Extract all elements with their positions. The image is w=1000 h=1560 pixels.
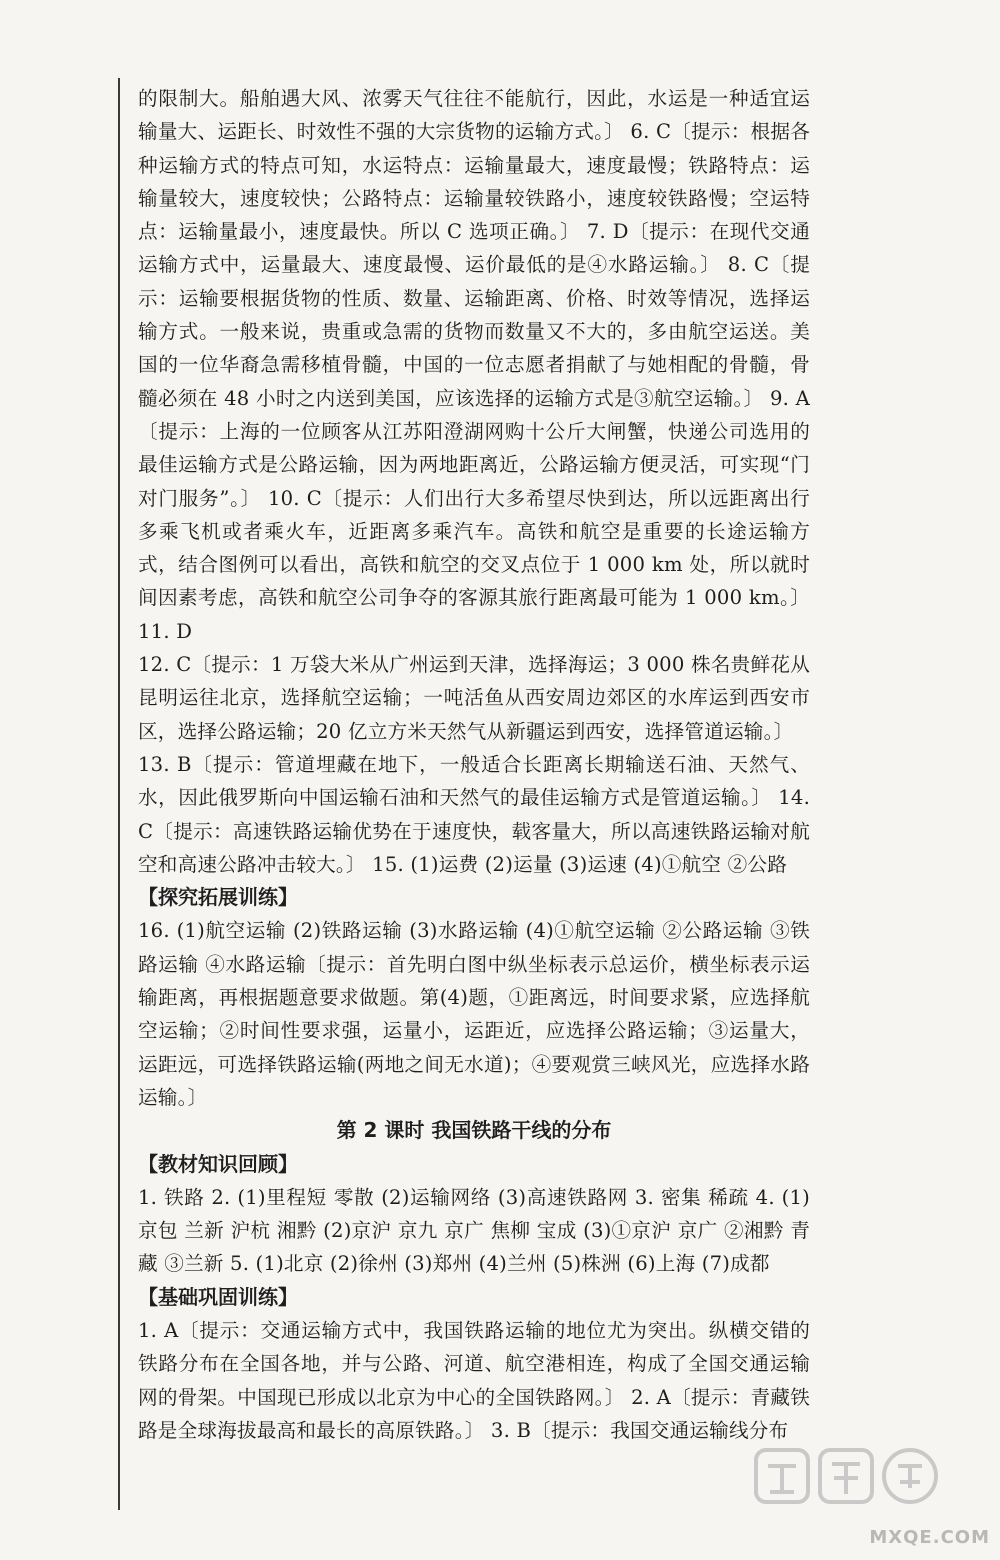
answer-text-body — [138, 82, 810, 1447]
section-heading-basic-training: 【基础巩固训练】 — [138, 1284, 298, 1309]
paragraph-answer-12: 12. C〔提示：1 万袋大米从广州运到天津，选择海运；3 000 株名贵鲜花从昆明运往北京，选择航空运输；一吨活鱼从西安周边郊区的水库运到西安市区，选择公路运输；20 亿立方米天然气从新疆运到西安，选择管道运输。〕 — [138, 653, 810, 743]
watermark-text: MXQE.COM — [869, 1527, 990, 1548]
paragraph-answers-6-11: 的限制大。船舶遇大风、浓雾天气往往不能航行，因此，水运是一种适宜运输量大、运距长、时效性不强的大宗货物的运输方式。〕 6. C〔提示：根据各种运输方式的特点可知，水运特点：运输量最大，速度最慢；铁路特点：运输量较大，速度较快；公路特点：运输量较铁路小，速度较铁路慢；空运特点：运输量最小，速度最快。所以 C 选项正确。〕 7. D〔提示：在现代交通运输方式中，运量最大、速度最慢、运价最低的是④水路运输。〕 8. C〔提示：运输要根据货物的性质、数量、运输距离、价格、时效等情况，选择运输方式。一般来说，贵重或急需的货物而数量又不大的，多由航空运送。美国的一位华裔急需移植骨髓，中国的一位志愿者捐献了与她相配的骨髓，骨髓必须在 48 小时之内送到美国，应该选择的运输方式是③航空运输。〕 9. A〔提示：上海的一位顾客从江苏阳澄湖网购十公斤大闸蟹，快递公司选用的最佳运输方式是公路运输，因为两地距离近，公路运输方便灵活，可实现“门对门服务”。〕 10. C〔提示：人们出行大多希望尽快到达，所以远距离出行多乘飞机或者乘火车，近距离多乘汽车。高铁和航空是重要的长途运输方式，结合图例可以看出，高铁和航空的交叉点位于 1 000 km 处，所以就时间因素考虑，高铁和航空公司争夺的客源其旅行距离最可能为 1 000 km。〕 11. D — [138, 87, 810, 643]
watermark-logo-icon — [750, 1442, 950, 1512]
paragraph-answer-16: 16. (1)航空运输 (2)铁路运输 (3)水路运输 (4)①航空运输 ②公路运输 ③铁路运输 ④水路运输〔提示：首先明白图中纵坐标表示总运价，横坐标表示运输距离，再根据题意要求做题。第(4)题，①距离远，时间要求紧，应选择航空运输；②时间性要求强，运量小，运距近，应选择公路运输；③运量大，运距远，可选择铁路运输(两地之间无水道)；④要观赏三峡风光，应选择水路运输。〕 — [138, 919, 810, 1109]
paragraph-textbook-answers: 1. 铁路 2. (1)里程短 零散 (2)运输网络 (3)高速铁路网 3. 密集 稀疏 4. (1)京包 兰新 沪杭 湘黔 (2)京沪 京九 京广 焦柳 宝成 (3)①京沪 京广 ②湘黔 青藏 ③兰新 5. (1)北京 (2)徐州 (3)郑州 (4)兰州 (5)株洲 (6)上海 (7)成都 — [138, 1185, 810, 1276]
site-watermark — [750, 1442, 990, 1552]
paragraph-basic-answers: 1. A〔提示：交通运输方式中，我国铁路运输的地位尤为突出。纵横交错的铁路分布在全国各地，并与公路、河道、航空港相连，构成了全国交通运输网的骨架。中国现已形成以北京为中心的全国铁路网。〕 2. A〔提示：青藏铁路是全球海拔最高和最长的高原铁路。〕 3. B〔提示：我国交通运输线分布 — [138, 1318, 810, 1442]
section-heading-explore: 【探究拓展训练】 — [138, 885, 298, 910]
paragraph-answers-13-15: 13. B〔提示：管道埋藏在地下，一般适合长距离长期输送石油、天然气、水，因此俄罗斯向中国运输石油和天然气的最佳运输方式是管道运输。〕 14. C〔提示：高速铁路运输优势在于速度快，载客量大，所以高速铁路运输对航空和高速公路冲击较大。〕 15. (1)运费 (2)运量 (3)运速 (4)①航空 ②公路 — [138, 752, 810, 876]
section-heading-textbook-review: 【教材知识回顾】 — [138, 1151, 298, 1176]
margin-rule — [118, 78, 120, 1510]
lesson-title: 第 2 课时 我国铁路干线的分布 — [336, 1118, 612, 1143]
